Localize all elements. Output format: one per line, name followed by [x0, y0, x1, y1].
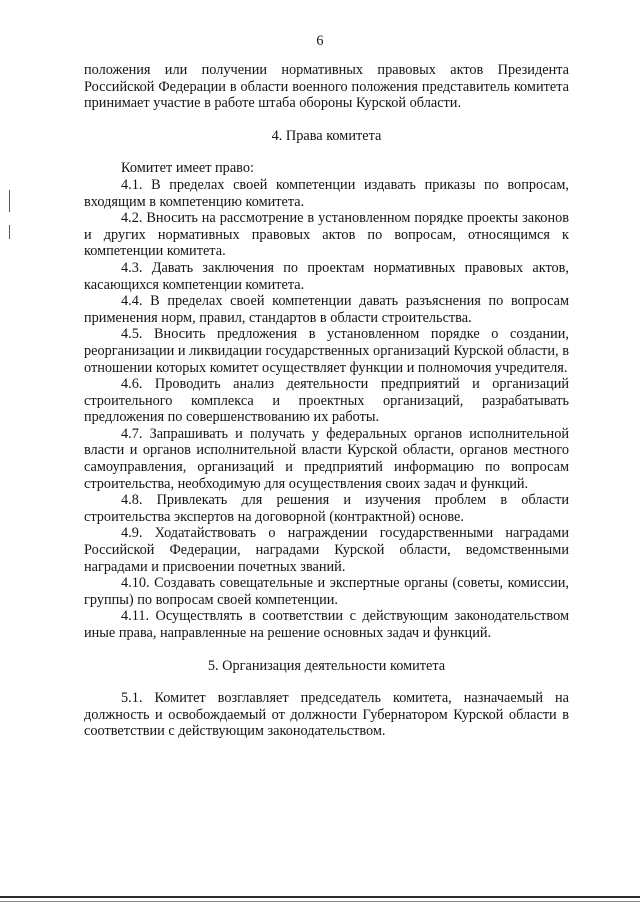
- document-body: [84, 62, 569, 740]
- clause-4-1: 4.1. В пределах своей компетенции издавать приказы по вопросам, входящим в компетенцию комитета.: [84, 176, 569, 210]
- clause-4-2: 4.2. Вносить на рассмотрение в установленном порядке проекты законов и других нормативных правовых актов по вопросам, относящимся к компетенции комитета.: [84, 210, 569, 260]
- clause-4-8: 4.8. Привлекать для решения и изучения проблем в области строительства экспертов на договорной (контрактной) основе.: [84, 492, 569, 525]
- clause-4-5: 4.5. Вносить предложения в установленном порядке о создании, реорганизации и ликвидации государственных организаций Курской области, в отношении которых комитет осуществляет функции и полномочия учредителя.: [84, 326, 569, 376]
- clause-5-1: 5.1. Комитет возглавляет председатель комитета, назначаемый на должность и освобождаемый от должности Губернатором Курской области в соответствии с действующим законодательством.: [84, 690, 569, 740]
- clause-4-9: 4.9. Ходатайствовать о награждении государственными наградами Российской Федерации, наградами Курской области, ведомственными наградами и присвоении почетных званий.: [84, 525, 569, 575]
- clause-4-7: 4.7. Запрашивать и получать у федеральных органов исполнительной власти и органов исполнительной власти Курской области, органов местного самоуправления, организаций и предприятий информацию по вопросам строительства, необходимую для осуществления своих задач и функций.: [84, 425, 569, 492]
- scan-margin-mark: [9, 190, 10, 212]
- clause-4-3: 4.3. Давать заключения по проектам нормативных правовых актов, касающихся компетенции комитета.: [84, 259, 569, 293]
- clause-4-10: 4.10. Создавать совещательные и экспертные органы (советы, комиссии, группы) по вопросам своей компетенции.: [84, 575, 569, 608]
- scan-bottom-edge: [0, 896, 640, 898]
- section-4-lead: Комитет имеет право:: [121, 160, 254, 177]
- scan-margin-mark: [9, 225, 10, 239]
- clause-4-6: 4.6. Проводить анализ деятельности предприятий и организаций строительного комплекса и проектных организаций, разрабатывать предложения по совершенствованию их работы.: [84, 376, 569, 426]
- intro-paragraph: положения или получении нормативных правовых актов Президента Российской Федерации в области военного положения представитель комитета принимает участие в работе штаба обороны Курской области.: [84, 62, 569, 112]
- scan-bottom-edge-shadow: [0, 901, 640, 902]
- section-4-title: 4. Права комитета: [271, 127, 382, 144]
- clause-4-11: 4.11. Осуществлять в соответствии с действующим законодательством иные права, направленные на решение основных задач и функций.: [84, 608, 569, 641]
- section-5-title: 5. Организация деятельности комитета: [207, 657, 446, 674]
- page-number: 6: [316, 33, 324, 49]
- clause-4-4: 4.4. В пределах своей компетенции давать разъяснения по вопросам применения норм, правил, стандартов в области строительства.: [84, 293, 569, 326]
